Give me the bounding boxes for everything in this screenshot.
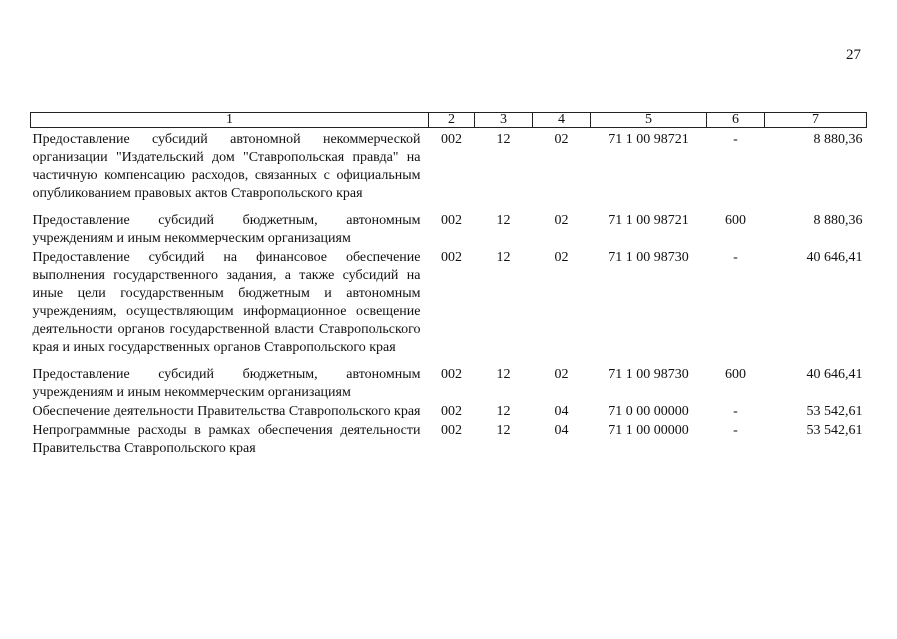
row-target-code: 71 1 00 98721 xyxy=(608,213,689,228)
table-row xyxy=(31,128,867,213)
row-ministry-code: 002 xyxy=(441,250,462,265)
column-header-4: 4 xyxy=(533,113,591,128)
row-expense-type: - xyxy=(733,423,738,438)
row-ministry-code: 002 xyxy=(441,213,462,228)
row-section-code: 12 xyxy=(496,404,511,419)
row-name: Предоставление субсидий на финансовое обеспечение выполнения государственного задания, а также субсидий на иные цели государственным бюджетным и автономным учреждениям, осуществляющим информационное освещение деятельности органов государственной власти Ставропольского края и иных государственных органов Ставропольского края xyxy=(32,250,421,355)
table-row xyxy=(31,422,867,459)
row-target-code: 71 0 00 00000 xyxy=(608,404,689,419)
table-row xyxy=(31,403,867,422)
column-header-6: 6 xyxy=(707,113,765,128)
row-amount: 8 880,36 xyxy=(813,132,863,147)
row-ministry-code: 002 xyxy=(441,404,462,419)
table-row xyxy=(31,366,867,403)
row-ministry-code: 002 xyxy=(441,367,462,382)
row-subsection-code: 02 xyxy=(554,132,569,147)
row-section-code: 12 xyxy=(496,213,511,228)
row-ministry-code: 002 xyxy=(441,423,462,438)
row-expense-type: 600 xyxy=(725,213,746,228)
row-name: Предоставление субсидий автономной некоммерческой организации "Издательский дом "Ставропольская правда" на частичную компенсацию расходов, связанных с официальным опубликованием правовых актов Ставропольского края xyxy=(32,132,421,201)
column-header-1: 1 xyxy=(31,113,429,128)
row-target-code: 71 1 00 98730 xyxy=(608,367,689,382)
row-target-code: 71 1 00 98721 xyxy=(608,132,689,147)
row-subsection-code: 02 xyxy=(554,213,569,228)
row-subsection-code: 02 xyxy=(554,250,569,265)
row-amount: 40 646,41 xyxy=(806,250,863,265)
row-amount: 53 542,61 xyxy=(806,404,863,419)
row-name: Непрограммные расходы в рамках обеспечения деятельности Правительства Ставропольского края xyxy=(32,423,421,456)
row-section-code: 12 xyxy=(496,132,511,147)
row-subsection-code: 04 xyxy=(554,423,569,438)
row-name: Предоставление субсидий бюджетным, автономным учреждениям и иным некоммерческим организациям xyxy=(32,213,421,246)
page-number: 27 xyxy=(846,47,861,63)
row-amount: 40 646,41 xyxy=(806,367,863,382)
row-ministry-code: 002 xyxy=(441,132,462,147)
row-expense-type: - xyxy=(733,132,738,147)
row-subsection-code: 02 xyxy=(554,367,569,382)
row-target-code: 71 1 00 00000 xyxy=(608,423,689,438)
row-expense-type: - xyxy=(733,404,738,419)
row-section-code: 12 xyxy=(496,250,511,265)
row-amount: 8 880,36 xyxy=(813,213,863,228)
table-row xyxy=(31,249,867,366)
table-row xyxy=(31,212,867,249)
column-header-7: 7 xyxy=(765,113,867,128)
row-section-code: 12 xyxy=(496,423,511,438)
column-header-3: 3 xyxy=(475,113,533,128)
header-row xyxy=(31,113,867,128)
column-header-5: 5 xyxy=(591,113,707,128)
column-header-2: 2 xyxy=(429,113,475,128)
row-subsection-code: 04 xyxy=(554,404,569,419)
row-name: Обеспечение деятельности Правительства Ставропольского края xyxy=(32,404,421,419)
row-expense-type: 600 xyxy=(725,367,746,382)
row-section-code: 12 xyxy=(496,367,511,382)
row-amount: 53 542,61 xyxy=(806,423,863,438)
budget-table xyxy=(30,112,867,459)
row-expense-type: - xyxy=(733,250,738,265)
row-name: Предоставление субсидий бюджетным, автономным учреждениям и иным некоммерческим организациям xyxy=(32,367,421,400)
row-target-code: 71 1 00 98730 xyxy=(608,250,689,265)
